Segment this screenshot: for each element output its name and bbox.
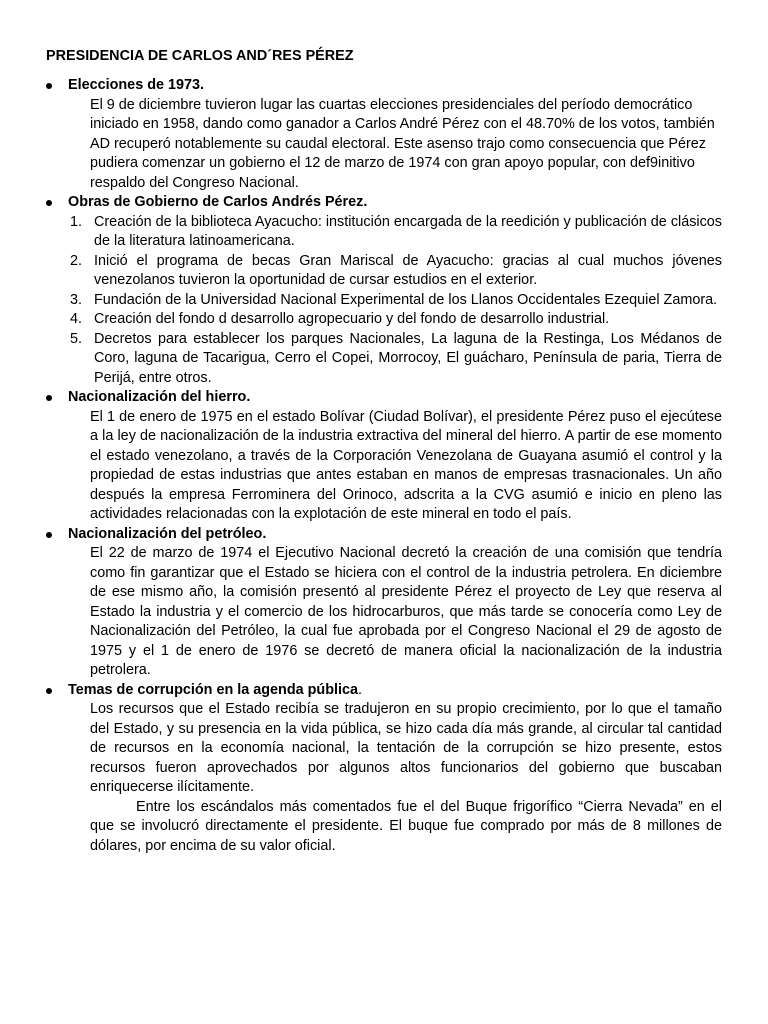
list-item bbox=[70, 213, 722, 252]
list-number: 5. bbox=[70, 330, 83, 347]
section-heading-text: Temas de corrupción en la agenda pública bbox=[68, 681, 359, 698]
bullet-icon bbox=[46, 395, 52, 401]
list-item bbox=[70, 310, 722, 330]
section-heading: Nacionalización del hierro. bbox=[68, 389, 251, 405]
section-heading: Elecciones de 1973. bbox=[68, 77, 204, 93]
section-paragraph: El 1 de enero de 1975 en el estado Bolívar (Ciudad Bolívar), el presidente Pérez puso el ejecútese a la ley de nacionalización de la industria extractiva del mineral del hierro. A partir de ese momento el estado venezolano, a través de la Corporación Venezolana de Guayana asumió el control y la propiedad de estas industrias que antes estaban en manos de empresas trasnacionales. Un año después la empresa Ferrominera del Orinoco, adscrita a la CVG asumió e inicio en pleno las actividades relacionadas con la explotación de este mineral en todo el país. bbox=[90, 408, 722, 522]
list-number: 1. bbox=[70, 213, 83, 230]
list-item bbox=[70, 291, 722, 311]
list-number: 4. bbox=[70, 311, 83, 327]
list-item-text: Creación del fondo d desarrollo agropecuario y del fondo de desarrollo industrial. bbox=[94, 311, 610, 327]
section-petroleo bbox=[46, 525, 722, 681]
list-number: 3. bbox=[70, 291, 83, 308]
section-paragraph: Los recursos que el Estado recibía se tradujeron en su propio crecimiento, por lo que el tamaño del Estado, y su presencia en la vida pública, se hizo cada día más grande, al circular tal cantidad de recursos en la economía nacional, la tentación de la corrupción se hizo presente, estos recursos fueron aprovechados por algunos altos funcionarios del gobierno que buscaban enriquecerse ilícitamente. bbox=[90, 701, 722, 795]
section-obras bbox=[46, 193, 722, 388]
list-item-text: Inició el programa de becas Gran Mariscal de Ayacucho: gracias al cual muchos jóvenes venezolanos tuvieron la oportunidad de cursar estudios en el exterior. bbox=[94, 252, 722, 288]
bullet-icon bbox=[46, 83, 52, 89]
section-paragraph: El 9 de diciembre tuvieron lugar las cuartas elecciones presidenciales del período democrático iniciado en 1958, dando como ganador a Carlos André Pérez con el 48.70% de los votos, también AD recuperó notablemente su caudal electoral. Este asenso trajo como consecuencia que Pérez pudiera comenzar un gobierno el 12 de marzo de 1974 con gran apoyo popular, con def9initivo respaldo del Congreso Nacional. bbox=[90, 96, 715, 191]
list-item-text: Creación de la biblioteca Ayacucho: institución encargada de la reedición y publicación de clásicos de la literatura latinoamericana. bbox=[94, 213, 722, 249]
bullet-icon bbox=[46, 688, 52, 694]
section-elecciones bbox=[46, 76, 722, 193]
section-heading bbox=[68, 681, 722, 701]
section-hierro bbox=[46, 388, 722, 525]
list-item-text: Fundación de la Universidad Nacional Experimental de los Llanos Occidentales Ezequiel Zamora. bbox=[94, 291, 718, 308]
bullet-icon bbox=[46, 532, 52, 538]
list-item bbox=[70, 330, 722, 389]
obras-list bbox=[46, 213, 722, 389]
section-heading: Obras de Gobierno de Carlos Andrés Pérez. bbox=[68, 194, 368, 210]
bullet-icon bbox=[46, 200, 52, 206]
section-heading: Nacionalización del petróleo. bbox=[68, 525, 267, 542]
section-corrupcion bbox=[46, 681, 722, 857]
section-paragraph: El 22 de marzo de 1974 el Ejecutivo Nacional decretó la creación de una comisión que tendría como fin garantizar que el Estado se hiciera con el control de la industria petrolera. En diciembre de ese mismo año, la comisión presentó al presidente Pérez el proyecto de Ley que reserva al Estado la industria y el comercio de los hidrocarburos, que más tarde se conocería como Ley de Nacionalización del Petróleo, la cual fue aprobada por el Congreso Nacional el 29 de agosto de 1975 y el 1 de enero de 1976 se decretó de manera oficial la nacionalización de la industria petrolera. bbox=[90, 545, 722, 678]
section-heading-suffix: . bbox=[358, 681, 363, 698]
list-number: 2. bbox=[70, 252, 83, 269]
list-item-text: Decretos para establecer los parques Nacionales, La laguna de la Restinga, Los Médanos de Coro, laguna de Tacarigua, Cerro el Copei, Morrocoy, El guácharo, Península de paria, Tierra de Perijá, entre otros. bbox=[94, 330, 722, 386]
section-paragraph: Entre los escándalos más comentados fue el del Buque frigorífico “Cierra Nevada” en el que se involucró directamente el presidente. El buque fue comprado por más de 8 millones de dólares, por encima de su valor oficial. bbox=[90, 798, 722, 854]
document-content bbox=[46, 76, 722, 856]
list-item bbox=[70, 252, 722, 291]
page-title: PRESIDENCIA DE CARLOS AND´RES PÉREZ bbox=[46, 48, 354, 64]
